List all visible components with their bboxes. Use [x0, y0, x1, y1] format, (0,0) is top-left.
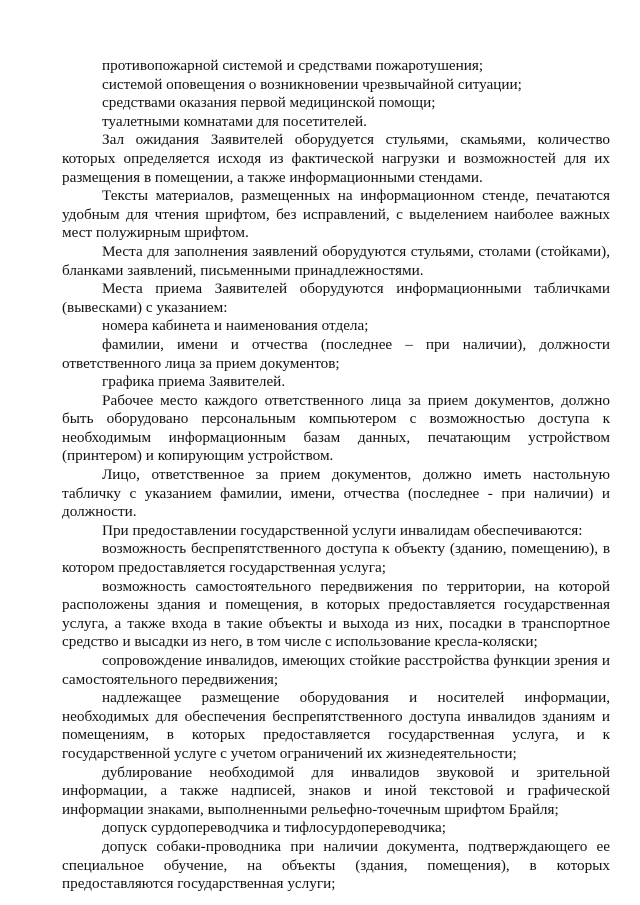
paragraph-waiting-hall: Зал ожидания Заявителей оборудуется стульями, скамьями, количество которых определяется исходя из фактической нагрузки и возможностей для их размещения в помещении, а также информационными стендами. — [62, 131, 610, 186]
paragraph-restrooms: туалетными комнатами для посетителей. — [102, 112, 367, 130]
paragraph-reception-signs: Места приема Заявителей оборудуются информационными табличками (вывесками) с указанием: — [62, 280, 610, 316]
paragraph-alert-system: системой оповещения о возникновении чрезвычайной ситуации; — [102, 75, 522, 93]
document-page — [62, 57, 610, 894]
paragraph-guide-dog: допуск собаки-проводника при наличии документа, подтверждающего ее специальное обучение, на объекты (здания, помещения), в которых предоставляются государственная услуги; — [62, 837, 610, 893]
paragraph-application-places: Места для заполнения заявлений оборудуются стульями, столами (стойками), бланками заявлений, письменными принадлежностями. — [62, 242, 610, 279]
paragraph-desk-sign: Лицо, ответственное за прием документов, должно иметь настольную табличку с указанием фамилии, имени, отчества (последнее - при наличии) и должности. — [62, 466, 610, 521]
paragraph-reception-schedule: графика приема Заявителей. — [102, 373, 286, 391]
paragraph-independent-movement: возможность самостоятельного передвижения по территории, на которой расположены здания и помещения, в которых предоставляется государственная услуга, а также входа в такие объекты и выхода из них, посадки в транспортное средство и высадки из него, в том числе с использование кресла-коляски; — [62, 577, 610, 651]
paragraph-sign-interpreter: допуск сурдопереводчика и тифлосурдопереводчика; — [102, 819, 446, 837]
paragraph-fire-system: противопожарной системой и средствами пожаротушения; — [102, 57, 484, 74]
paragraph-disabled-provisions: При предоставлении государственной услуги инвалидам обеспечиваются: — [102, 521, 583, 539]
paragraph-stand-texts: Тексты материалов, размещенных на информационном стенде, печатаются удобным для чтения шрифтом, без исправлений, с выделением наиболее важных мест полужирным шрифтом. — [62, 187, 610, 242]
paragraph-equipment-placement: надлежащее размещение оборудования и носителей информации, необходимых для обеспечения беспрепятственного доступа инвалидов зданиям и помещениям, в которых предоставляется государственная услуга, и к государственной услуге с учетом ограничений их жизнедеятельности; — [62, 689, 610, 762]
paragraph-workplace: Рабочее место каждого ответственного лица за прием документов, должно быть оборудовано персональным компьютером с возможностью доступа к необходимым информационным базам данных, печатающим устройством (принтером) и копирующим устройством. — [62, 391, 610, 465]
paragraph-first-aid: средствами оказания первой медицинской помощи; — [102, 94, 436, 112]
paragraph-barrier-free-access: возможность беспрепятственного доступа к объекту (зданию, помещению), в котором предоставляется государственная услуга; — [62, 540, 610, 577]
paragraph-escort: сопровождение инвалидов, имеющих стойкие расстройства функции зрения и самостоятельного передвижения; — [62, 652, 610, 688]
paragraph-duplication: дублирование необходимой для инвалидов звуковой и зрительной информации, а также надписей, знаков и иной текстовой и графической информации знаками, выполненными рельефно-точечным шрифтом Брайля; — [62, 763, 610, 818]
paragraph-responsible-name: фамилии, имени и отчества (последнее – при наличии), должности ответственного лица за прием документов; — [62, 335, 610, 372]
paragraph-office-number: номера кабинета и наименования отдела; — [102, 317, 369, 335]
